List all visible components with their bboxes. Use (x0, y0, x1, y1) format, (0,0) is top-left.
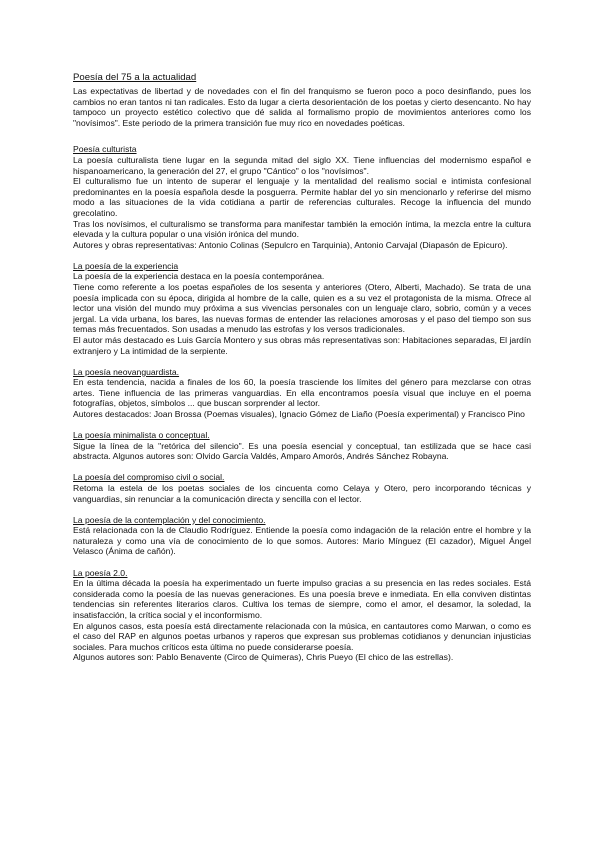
section-paragraph: La poesía culturalista tiene lugar en la segunda mitad del siglo XX. Tiene influencias del modernismo español e hispanoamericano, la generación del 27, el grupo "Cántico" o los "novísimos". (73, 154, 531, 176)
section-paragraph: En algunos casos, esta poesía está directamente relacionada con la música, en cantautores como Marwan, o como es el caso del RAP en algunos poetas urbanos y raperos que expresan sus problemas cotidianos y denuncian injusticias sociales. Para muchos críticos esta última no puede considerarse poesía. (73, 620, 531, 652)
section (73, 472, 531, 504)
section-paragraph: Está relacionada con la de Claudio Rodríguez. Entiende la poesía como indagación de la relación entre el hombre y la naturaleza y como una vía de conocimiento de lo que somos. Autores: Mario Mínguez (El cazador), Miguel Ángel Velasco (Ánima de cañón). (73, 525, 531, 557)
section-heading: La poesía de la experiencia (73, 260, 179, 271)
section-heading: Poesía culturista (73, 144, 137, 155)
section-paragraph: La poesía de la experiencia destaca en la poesía contemporánea. (73, 271, 325, 282)
section-paragraph: Autores destacados: Joan Brossa (Poemas visuales), Ignacio Gómez de Liaño (Poesía experimental) y Francisco Pino (73, 409, 525, 420)
section-paragraph: En la última década la poesía ha experimentado un fuerte impulso gracias a su presencia en las redes sociales. Está considerada como la poesía de las nuevas generaciones. Es una poesía breve e inmediata. En ella conviven distintas tendencias sin referentes literarios claros. Cultiva los temas de siempre, como el amor, el desamor, la soledad, la insatisfacción, la crítica social y el inconformismo. (73, 578, 531, 620)
section-heading: La poesía del compromiso civil o social. (73, 472, 225, 483)
section-paragraph: Tras los novísimos, el culturalismo se transforma para manifestar también la emoción íntima, la mezcla entre la cultura elevada y la cultura popular o una visión irónica del mundo. (73, 218, 531, 240)
section-paragraph: El culturalismo fue un intento de superar el lenguaje y la mentalidad del realismo social e intimista confesional predominantes en la poesía española desde la posguerra. Permite hablar del yo sin mencionarlo y referirse del mismo modo a las situaciones de la vida cotidiana a partir de referencias culturales. Recoge la influencia del mundo grecolatino. (73, 176, 531, 218)
section (73, 144, 531, 250)
section (73, 261, 531, 356)
section (73, 568, 531, 663)
document-title: Poesía del 75 a la actualidad (73, 72, 197, 83)
section-heading: La poesía minimalista o conceptual. (73, 430, 210, 441)
section-paragraph: En esta tendencia, nacida a finales de los 60, la poesía trasciende los límites del género para mezclarse con otras artes. Tiene influencia de las primeras vanguardias. En ella encontramos poesía visual que incluye en el poema fotografías, objetos, símbolos ... que buscan sorprender al lector. (73, 377, 531, 409)
section-heading: La poesía 2.0. (73, 567, 128, 578)
section-paragraph: El autor más destacado es Luis García Montero y sus obras más representativas son: Habitaciones separadas, El jardín extranjero y La intimidad de la serpiente. (73, 334, 531, 356)
intro-paragraph: Las expectativas de libertad y de novedades con el fin del franquismo se fueron poco a poco desinflando, pues los cambios no eran tantos ni tan radicales. Esto da lugar a cierta desorientación de los poetas y cierto desencanto. No hay tampoco un proyecto estético colectivo que dé salida al formalismo propio de movimientos anteriores como los "novísimos". Este periodo de la primera transición fue muy rico en novedades poéticas. (73, 86, 531, 128)
section-paragraph: Algunos autores son: Pablo Benavente (Circo de Quimeras), Chris Pueyo (El chico de las estrellas). (73, 652, 454, 663)
section-paragraph: Tiene como referente a los poetas españoles de los sesenta y anteriores (Otero, Alberti, Machado). Se trata de una poesía implicada con su época, dirigida al hombre de la calle, quien es a su vez el protagonista de la misma. Ofrece al lector una visión del mundo muy próxima a sus vivencias personales con un lenguaje claro, sobrio, común y a veces jergal. La vida urbana, los bares, las nuevas formas de entender las relaciones amorosas y el paso del tiempo son sus temas más frecuentados. Son usadas a menudo las estrofas y los versos tradicionales. (73, 282, 531, 335)
section-paragraph: Retoma la estela de los poetas sociales de los cincuenta como Celaya y Otero, pero incorporando técnicas y vanguardias, sin renunciar a la comunicación directa y sencilla con el lector. (73, 483, 531, 504)
section-heading: La poesía de la contemplación y del conocimiento. (73, 514, 266, 525)
section (73, 367, 531, 420)
section-paragraph: Autores y obras representativas: Antonio Colinas (Sepulcro en Tarquinia), Antonio Carvajal (Diapasón de Epicuro). (73, 239, 508, 250)
document-page (73, 72, 531, 673)
sections-container (73, 144, 531, 663)
section (73, 430, 531, 462)
section (73, 515, 531, 557)
section-heading: La poesía neovanguardista. (73, 366, 180, 377)
section-paragraph: Sigue la línea de la "retórica del silencio". Es una poesía esencial y conceptual, tan estilizada que se hace casi abstracta. Algunos autores son: Olvido García Valdés, Amparo Amorós, Andrés Sánchez Robayna. (73, 440, 531, 462)
